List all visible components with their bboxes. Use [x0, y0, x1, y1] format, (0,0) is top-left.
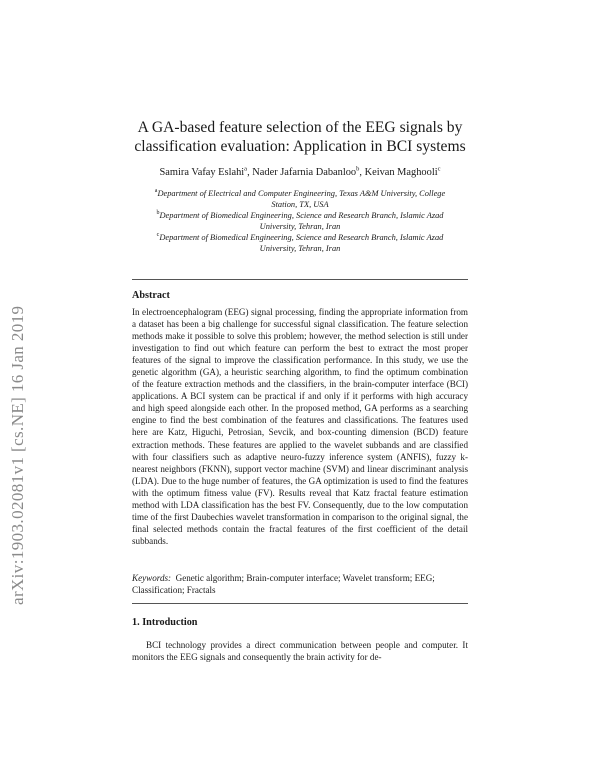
title-line-1: A GA-based feature selection of the EEG signals by [137, 119, 463, 136]
arxiv-stamp[interactable]: arXiv:1903.02081v1 [cs.NE] 16 Jan 2019 [8, 305, 27, 605]
affiliation [130, 188, 470, 210]
affiliation-line: University, Tehran, Iran [259, 222, 341, 231]
abstract-heading: Abstract [132, 290, 170, 301]
abstract-text: In electroencephalogram (EEG) signal processing, finding the appropriate information from a dataset has been a big challenge for successful signal classification. The feature selection methods make it possible to solve this problem; however, the method selection is still under investigation to find out which feature can perform the best to extract the most proper features of the signal to improve the classification performance. In this study, we use the genetic algorithm (GA), a heuristic searching algorithm, to find the optimum combination of the feature extraction methods and the classifiers, in the brain-computer interface (BCI) applications. A BCI system can be practical if and only if it performs with high accuracy and high speed alongside each other. In the proposed method, GA performs as a searching engine to find the best combination of the features and classifications. The features used here are Katz, Higuchi, Petrosian, Sevcik, and box-counting dimension (BCD) feature extraction methods. These features are applied to the wavelet subbands and are classified with four classifiers such as adaptive neuro-fuzzy inference system (ANFIS), fuzzy k-nearest neighbors (FKNN), support vector machine (SVM) and linear discriminant analysis (LDA). Due to the huge number of features, the GA optimization is used to find the features with the optimum fitness value (FV). Results reveal that Katz fractal feature estimation method with LDA classification has the best FV. Consequently, due to the low computation time of the first Daubechies wavelet transformation in comparison to the original signal, the final selected methods contain the fractal features of the first coefficient of the detail subbands. [132, 307, 468, 546]
keywords [132, 572, 468, 596]
abstract-top-rule [132, 279, 468, 280]
author-mark: a [244, 165, 248, 173]
affiliation [130, 232, 470, 254]
affiliation [130, 210, 470, 232]
author-mark: c [437, 165, 441, 173]
affiliation-mark: b [156, 210, 160, 217]
affiliation-line: Department of Biomedical Engineering, Science and Research Branch, Islamic Azad [159, 233, 444, 242]
author-mark: b [356, 165, 360, 173]
title-line-2: classification evaluation: Application in BCI systems [134, 138, 466, 155]
intro-text: BCI technology provides a direct communication between people and computer. It monitors the EEG signals and consequently the brain activity for de- [132, 640, 468, 663]
affiliation-mark: a [154, 188, 158, 195]
author-name: Nader Jafarnia Dabanloo [252, 167, 357, 178]
author-name: Keivan Maghooli [364, 167, 438, 178]
affiliation-line: Station, TX, USA [271, 200, 329, 209]
affiliation-line: Department of Electrical and Computer Engineering, Texas A&M University, College [157, 189, 446, 198]
affiliation-line: University, Tehran, Iran [259, 244, 341, 253]
author-list: Samira Vafay Eslahi$^a$, Nader Jafarnia Dabanloo$^b$, Keivan Maghooli$^c$ [159, 165, 441, 178]
affiliation-line: Department of Biomedical Engineering, Science and Research Branch, Islamic Azad [159, 211, 444, 220]
author-name: Samira Vafay Eslahi [159, 167, 245, 178]
abstract-bottom-rule [132, 603, 468, 604]
keywords-label: Keywords: [132, 573, 172, 583]
paper-title [100, 118, 500, 156]
affiliation-mark: c [156, 232, 160, 239]
section-heading: 1. Introduction [132, 617, 198, 628]
keywords-text: Genetic algorithm; Brain-computer interface; Wavelet transform; EEG; Classification; Fractals [132, 573, 435, 596]
